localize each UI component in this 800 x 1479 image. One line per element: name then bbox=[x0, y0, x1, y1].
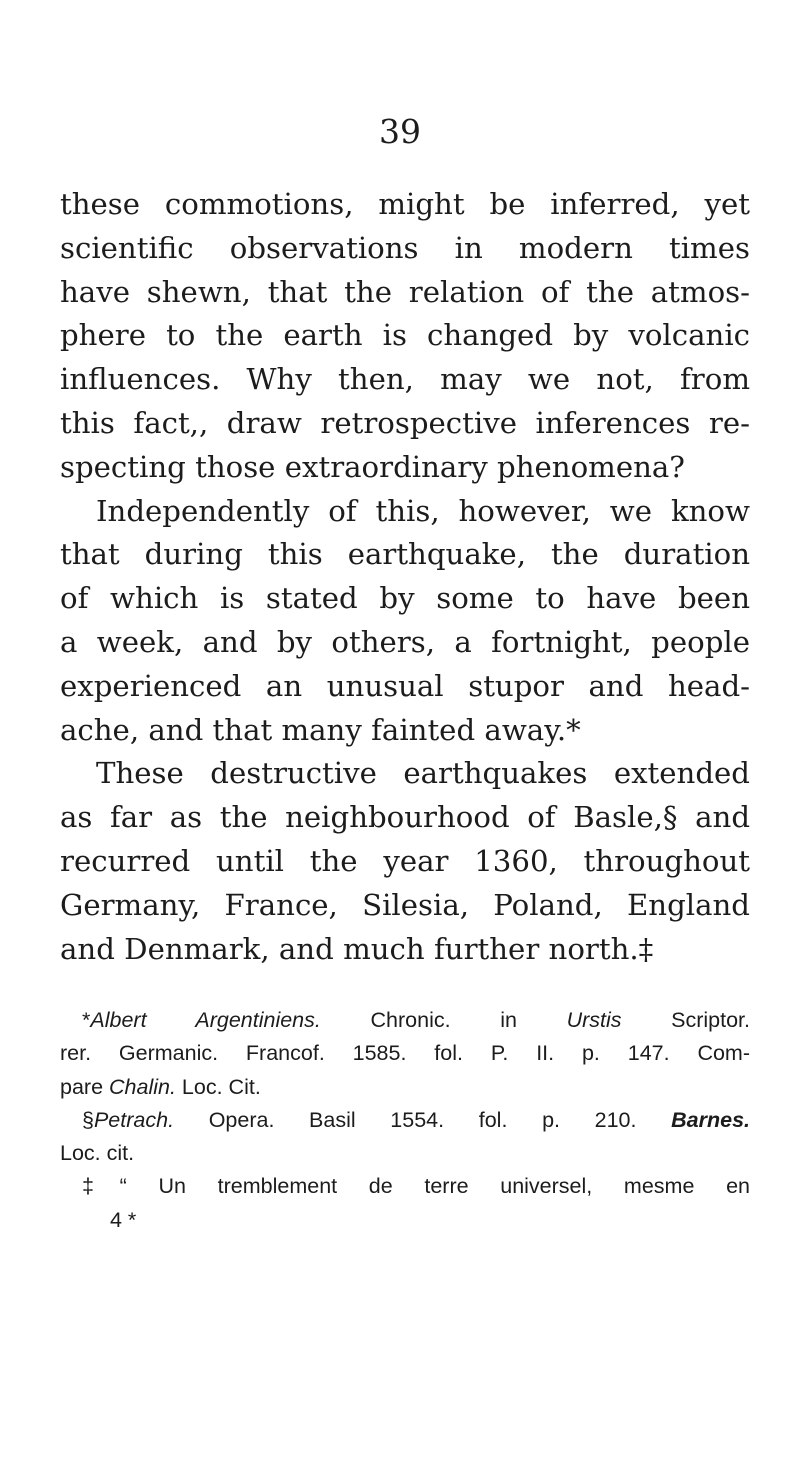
page-number: 39 bbox=[379, 112, 421, 151]
body-line: phere to the earth is changed by volcanic bbox=[60, 318, 750, 353]
body-line: these commotions, might be inferred, yet bbox=[60, 187, 750, 221]
footnote-mark: § bbox=[82, 1107, 94, 1132]
footnote-author: Albert Argentiniens. bbox=[90, 1008, 321, 1032]
footnote-source: Urstis bbox=[566, 1008, 622, 1032]
footnote-text: Scriptor. bbox=[621, 1008, 750, 1032]
body-line: ache, and that many fainted away.* bbox=[60, 712, 581, 747]
body-line: this fact,, draw retrospective inferences re- bbox=[60, 405, 750, 440]
body-line: influences. Why then, may we not, from bbox=[60, 362, 750, 397]
footnote-text: pare bbox=[60, 1074, 110, 1099]
footnote-author: Chalin. bbox=[109, 1074, 176, 1099]
body-line: These destructive earthquakes extended bbox=[96, 756, 750, 791]
footnote-1-line-3 bbox=[60, 1071, 750, 1104]
footnote-mark: * bbox=[82, 1008, 91, 1032]
footnote-2-line-1 bbox=[60, 1104, 750, 1137]
footnote-author: Petrach. bbox=[93, 1107, 175, 1132]
body-line: recurred until the year 1360, throughout bbox=[60, 843, 750, 878]
body-line: as far as the neighbourhood of Basle,§ and bbox=[60, 800, 750, 835]
footnote-text: Loc. Cit. bbox=[175, 1074, 261, 1099]
footnote-reference: Barnes. bbox=[671, 1107, 750, 1132]
body-line: scientific observations in modern times bbox=[60, 230, 750, 265]
body-line: have shewn, that the relation of the atmos- bbox=[60, 274, 750, 309]
footnote-text: “ Un tremblement de terre universel, mesme en bbox=[119, 1174, 750, 1199]
footnote-2-line-2: Loc. cit. bbox=[60, 1141, 135, 1166]
footnote-1-line-2: rer. Germanic. Francof. 1585. fol. P. II. p. 147. Com- bbox=[60, 1041, 750, 1066]
footnote-mark: ‡ bbox=[82, 1174, 120, 1199]
body-line: that during this earthquake, the duration bbox=[60, 537, 750, 572]
body-line: and Denmark, and much further north.‡ bbox=[60, 931, 654, 966]
footnote-3-line-1 bbox=[60, 1170, 750, 1203]
body-line: Independently of this, however, we know bbox=[96, 493, 750, 528]
body-text bbox=[60, 183, 750, 971]
footnote-text: Opera. Basil 1554. fol. p. 210. bbox=[174, 1107, 672, 1132]
body-line: of which is stated by some to have been bbox=[60, 581, 750, 616]
body-line: a week, and by others, a fortnight, people bbox=[60, 624, 750, 659]
catchword: 4 * bbox=[110, 1207, 137, 1232]
body-line: experienced an unusual stupor and head- bbox=[60, 668, 750, 703]
footnote-text: Chronic. in bbox=[320, 1008, 567, 1032]
footnotes bbox=[60, 1004, 750, 1237]
body-line: specting those extraordinary phenomena? bbox=[60, 449, 685, 484]
footnote-1-line-1 bbox=[60, 1004, 750, 1037]
body-line: Germany, France, Silesia, Poland, England bbox=[60, 887, 750, 922]
